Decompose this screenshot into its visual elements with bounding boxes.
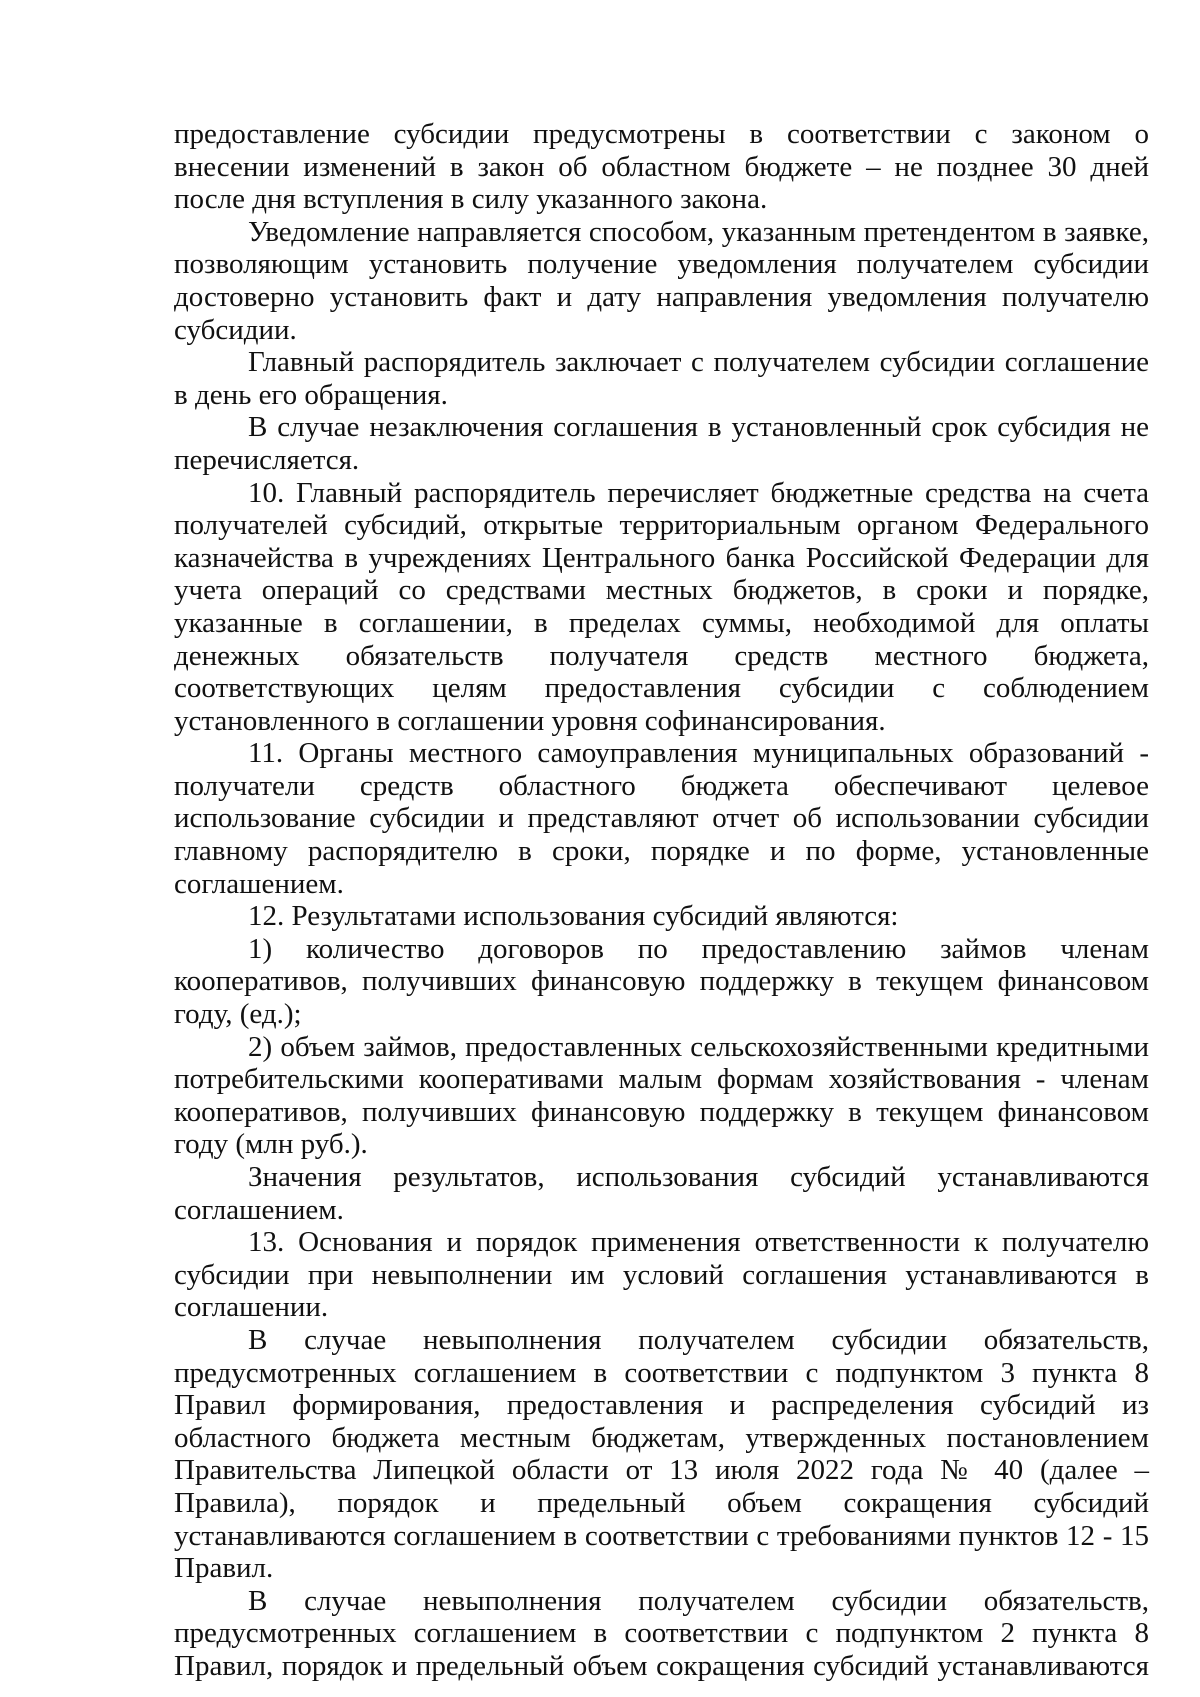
paragraph-item-11: 11. Органы местного самоуправления муниципальных образований - получатели средств областного бюджета обеспечивают целевое использование субсидии и представляют отчет об использовании субсидии главному распорядителю в сроки, порядке и по форме, установленные соглашением. [174,737,1149,900]
paragraph-item-12: 12. Результатами использования субсидий являются: [248,900,899,933]
paragraph-result-1: 1) количество договоров по предоставлению займов членам кооперативов, получивших финансовую поддержку в текущем финансовом году, (ед.); [174,932,1149,1031]
paragraph-agreement-conclusion: Главный распорядитель заключает с получателем субсидии соглашение в день его обращения. [174,346,1149,411]
paragraph-notice-deadline: предоставление субсидии предусмотрены в соответствии с законом о внесении изменений в закон об областном бюджете – не позднее 30 дней после дня вступления в силу указанного закона. [174,118,1149,216]
paragraph-result-2: 2) объем займов, предоставленных сельскохозяйственными кредитными потребительскими кооперативами малым формам хозяйствования - членам кооперативов, получивших финансовую поддержку в текущем финансовом году (млн руб.). [174,1030,1149,1161]
paragraph-non-conclusion: В случае незаключения соглашения в установленный срок субсидия не перечисляется. [174,411,1149,476]
paragraph-item-13: 13. Основания и порядок применения ответственности к получателю субсидии при невыполнении им условий соглашения устанавливаются в соглашении. [174,1226,1149,1324]
paragraph-item-10: 10. Главный распорядитель перечисляет бюджетные средства на счета получателей субсидий, открытые территориальным органом Федерального казначейства в учреждениях Центрального банка Российской Федерации для учета операций со средствами местных бюджетов, в сроки и порядке, указанные в соглашении, в пределах суммы, необходимой для оплаты денежных обязательств получателя средств местного бюджета, соответствующих целям предоставления субсидии с соблюдением установленного в соглашении уровня софинансирования. [174,476,1149,737]
paragraph-result-values: Значения результатов, использования субсидий устанавливаются соглашением. [174,1161,1149,1226]
paragraph-violation-subitem-2: В случае невыполнения получателем субсидии обязательств, предусмотренных соглашением в соответствии с подпунктом 2 пункта 8 Правил, порядок и предельный объем сокращения субсидий устанавливаются [174,1584,1149,1682]
paragraph-notice-method: Уведомление направляется способом, указанным претендентом в заявке, позволяющим установить получение уведомления получателем субсидии достоверно установить факт и дату направления уведомления получателю субсидии. [174,215,1149,346]
paragraph-violation-subitem-3: В случае невыполнения получателем субсидии обязательств, предусмотренных соглашением в соответствии с подпунктом 3 пункта 8 Правил формирования, предоставления и распределения субсидий из областного бюджета местным бюджетам, утвержденных постановлением Правительства Липецкой области от 13 июля 2022 года № 40 (далее – Правила), порядок и предельный объем сокращения субсидий устанавливаются соглашением в соответствии с требованиями пунктов 12 - 15 Правил. [174,1323,1149,1585]
document-body [174,118,1149,1683]
